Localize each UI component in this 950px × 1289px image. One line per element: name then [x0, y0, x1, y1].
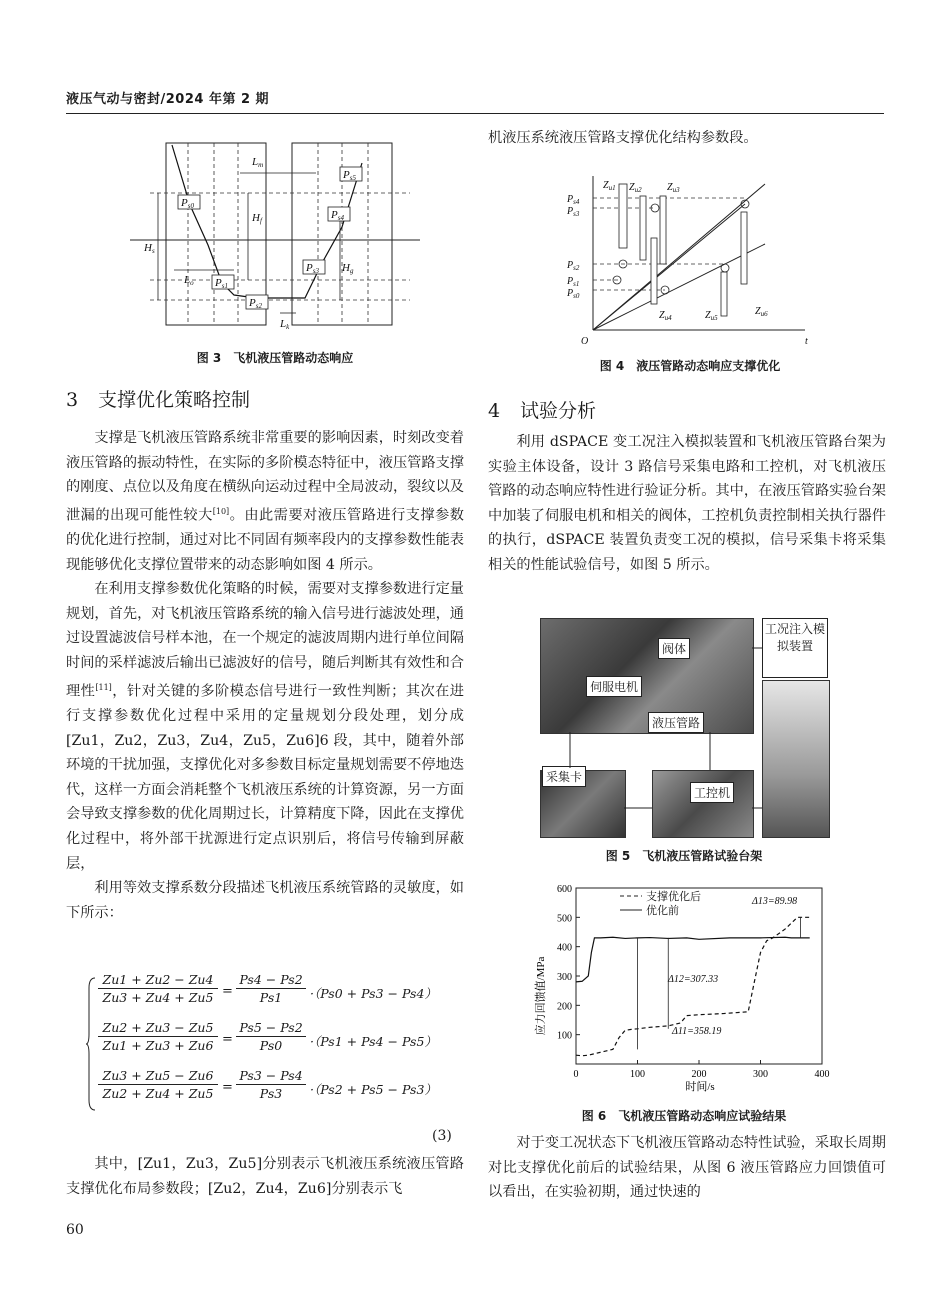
- equation-brace: [86, 976, 96, 1112]
- fig4-y-ps3: $P_{s3}$: [567, 206, 580, 218]
- equation-row-2: Zu2 + Zu3 − Zu5 Zu1 + Zu3 + Zu6 = Ps5 − Ps2 Ps0 ·（Ps1 + Ps4 − Ps5）: [98, 1020, 468, 1064]
- header-rule: [66, 113, 884, 114]
- fig3-ps3: Ps3: [306, 262, 319, 275]
- figure-5-photo: [540, 618, 828, 838]
- paragraph-3-1: 支撑是飞机液压管路系统非常重要的影响因素，时刻改变着液压管路的振动特性，在实际的多阶模态特征中，液压管路支撑的刚度、点位以及角度在横纵向运动过程中全局波动，裂纹以及泄漏的出现可能性较大[10]。由此需要对液压管路进行支撑参数的优化进行控制，通过对比不同固有频率段内的支撑参数性能表现能够优化支撑位置带来的动态影响如图 4 所示。: [66, 430, 464, 573]
- figure-6-caption: 图 6 飞机液压管路动态响应试验结果: [581, 1109, 787, 1123]
- fig4-zu3: $Z_{u3}$: [667, 182, 680, 194]
- right-column-top: [488, 126, 886, 151]
- fig4-zu6: $Z_{u6}$: [755, 306, 768, 318]
- section-4-heading: 4 试验分析: [488, 400, 597, 422]
- fig3-lk: Lk: [280, 318, 290, 331]
- fig3-hf: Hf: [252, 212, 262, 225]
- figure-3-diagram: [130, 135, 420, 335]
- delta-12: Δ12=307.33: [668, 974, 719, 985]
- paragraph-3-4: 其中，[Zu1，Zu3，Zu5]分别表示飞机液压系统液压管路支撑优化布局参数段；[Zu2，Zu4，Zu6]分别表示飞: [66, 1156, 464, 1197]
- fig4-y-ps4: $P_{s4}$: [567, 194, 580, 206]
- paragraph-4-2: 对于变工况状态下飞机液压管路动态特性试验，采取长周期对比支撑优化前后的试验结果，从图 6 液压管路应力回馈值可以看出，在实验初期，通过快速的: [488, 1135, 886, 1201]
- fig4-t-axis: t: [805, 336, 808, 347]
- x-tick-label: 100: [630, 1069, 645, 1080]
- page-number: 60: [66, 1222, 84, 1238]
- section-3-heading: 3 支撑优化策略控制: [66, 389, 251, 411]
- fig4-y-ps1: $P_{s1}$: [567, 276, 580, 288]
- fig3-ps2: Ps2: [249, 297, 262, 310]
- y-tick-label: 500: [557, 913, 572, 925]
- fig3-ps1: Ps1: [215, 277, 228, 290]
- fig4-y-ps0: $P_{s0}$: [567, 288, 580, 300]
- fig4-zu2: $Z_{u2}$: [629, 182, 642, 194]
- paragraph-4-1: 利用 dSPACE 变工况注入模拟装置和飞机液压管路台架为实验主体设备，设计 3 路信号采集电路和工控机，对飞机液压管路的动态响应特性进行验证分析。其中，在液压管路实验台架中加装了伺服电机和相关的阀体，工控机负责控制相关执行器件的执行，dSPACE 装置负责变工况的模拟，信号采集卡将采集相关的性能试验信号，如图 5 所示。: [488, 434, 886, 573]
- x-tick-label: 0: [573, 1069, 579, 1080]
- x-tick-label: 400: [814, 1069, 830, 1080]
- journal-header: 液压气动与密封/2024 年第 2 期: [66, 92, 270, 107]
- fig3-ps5: Ps5: [343, 169, 356, 182]
- fig4-zu5: $Z_{u5}$: [705, 310, 718, 322]
- equation-row-1: Zu1 + Zu2 − Zu4 Zu3 + Zu4 + Zu5 = Ps4 − Ps2 Ps1 ·（Ps0 + Ps3 − Ps4）: [98, 972, 468, 1016]
- figure-6-chart: [528, 876, 840, 1094]
- figure-5-arrows: [540, 618, 828, 838]
- figure-4-caption: 图 4 液压管路动态响应支撑优化: [599, 359, 781, 373]
- left-column-text: [66, 426, 464, 925]
- label-hydraulic-pipe: 液压管路: [648, 712, 704, 733]
- delta-13: Δ13=89.98: [752, 896, 798, 907]
- x-tick-label: 300: [753, 1069, 768, 1080]
- equation-number: (3): [432, 1128, 452, 1144]
- fig6-xlabel: 时间/s: [685, 1081, 715, 1093]
- legend-after: 支撑优化后: [646, 891, 701, 903]
- label-acq-card: 采集卡: [542, 766, 586, 787]
- fig3-ps0: Ps0: [181, 197, 194, 210]
- fig4-zu1: $Z_{u1}$: [603, 180, 616, 192]
- right-column-text: [488, 430, 886, 578]
- label-ipc: 工控机: [690, 782, 734, 803]
- fig6-ylabel: 应力回馈值/MPa: [535, 956, 547, 1036]
- fig3-hs: Hs: [144, 242, 155, 255]
- y-tick-label: 400: [557, 942, 572, 954]
- y-tick-label: 200: [557, 1001, 572, 1013]
- fig3-hg: Hg: [342, 262, 354, 275]
- fig4-y-ps2: $P_{s2}$: [567, 260, 580, 272]
- label-dspace: 工况注入模拟装置: [762, 618, 828, 678]
- label-valve: 阀体: [658, 638, 690, 659]
- paragraph-3-2: 在利用支撑参数优化策略的时候，需要对支撑参数进行定量规划，首先，对飞机液压管路系统的输入信号进行滤波处理，通过设置滤波信号样本池，在一个规定的滤波周期内进行单位间隔时间的采样滤波后输出已滤波好的信号，随后判断其有效性和合理性[11]，针对关键的多阶模态信号进行一致性判断；其次在进行支撑参数优化过程中采用的定量规划分段处理，划分成[Zu1，Zu2，Zu3，Zu4，Zu5，Zu6]6 段，其中，随着外部环境的干扰加强，支撑优化对多参数目标定量规划需要不停地迭代，这样一方面会消耗整个飞机液压系统的计算资源，另一方面会导致支撑参数的优化周期过长，计算精度下降，因此在支撑优化过程中，将外部干扰源进行定点识别后，将信号传输到屏蔽层，: [66, 581, 464, 872]
- figure-5-caption: 图 5 飞机液压管路试验台架: [605, 849, 763, 863]
- x-tick-label: 200: [691, 1069, 707, 1080]
- fig3-lo: Lo: [184, 274, 194, 287]
- equation-3: [90, 972, 470, 1122]
- legend-before: 优化前: [646, 905, 679, 917]
- right-column-tail: [488, 1131, 886, 1205]
- label-servo-motor: 伺服电机: [586, 676, 642, 697]
- fig4-zu4: $Z_{u4}$: [659, 310, 672, 322]
- figure-4-diagram: [565, 172, 815, 350]
- paragraph-3-3: 利用等效支撑系数分段描述飞机液压系统管路的灵敏度，如下所示：: [66, 880, 464, 921]
- y-tick-label: 600: [557, 884, 572, 895]
- delta-11: Δ11=358.19: [672, 1026, 722, 1037]
- left-column-tail: [66, 1152, 464, 1201]
- y-tick-label: 100: [557, 1030, 572, 1042]
- fig3-ps4: Ps4: [331, 209, 344, 222]
- fig3-lm: Lm: [252, 156, 264, 169]
- figure-3-caption: 图 3 飞机液压管路动态响应: [196, 351, 354, 365]
- fig4-origin: O: [581, 336, 589, 347]
- paragraph-r-0: 机液压系统液压管路支撑优化结构参数段。: [488, 130, 758, 146]
- equation-row-3: Zu3 + Zu5 − Zu6 Zu2 + Zu4 + Zu5 = Ps3 − Ps4 Ps3 ·（Ps2 + Ps5 − Ps3）: [98, 1068, 468, 1112]
- y-tick-label: 300: [557, 972, 572, 983]
